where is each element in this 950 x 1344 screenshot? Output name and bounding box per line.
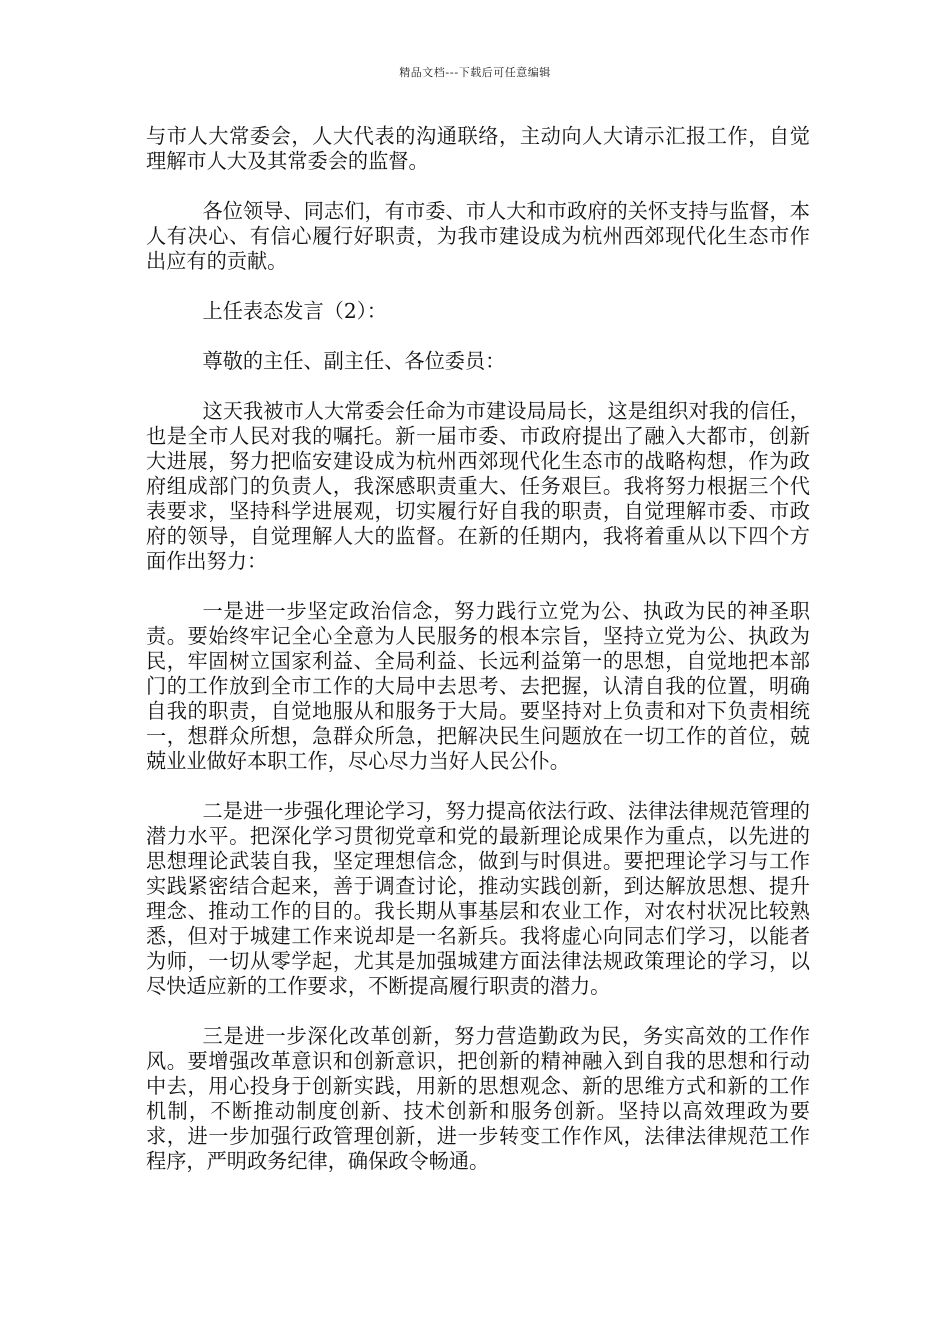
document-body: [146, 124, 810, 1199]
paragraph-intro: 这天我被市人大常委会任命为市建设局局长，这是组织对我的信任，也是全市人民对我的嘱托。新一届市委、市政府提出了融入大都市，创新大进展，努力把临安建设成为杭州西郊现代化生态市的战略构想，作为政府组成部门的负责人，我深感职责重大、任务艰巨。我将努力根据三个代表要求，坚持科学进展观，切实履行好自我的职责，自觉理解市委、市政府的领导，自觉理解人大的监督。在新的任期内，我将着重从以下四个方面作出努力：: [146, 399, 810, 573]
paragraph-continuation: 与市人大常委会，人大代表的沟通联络，主动向人大请示汇报工作，自觉理解市人大及其常委会的监督。: [146, 124, 810, 173]
section-title: 上任表态发言（2）：: [202, 299, 387, 323]
paragraph-point-three: 三是进一步深化改革创新，努力营造勤政为民，务实高效的工作作风。要增强改革意识和创新意识，把创新的精神融入到自我的思想和行动中去，用心投身于创新实践，用新的思想观念、新的思维方式和新的工作机制，不断推动制度创新、技术创新和服务创新。坚持以高效理政为要求，进一步加强行政管理创新，进一步转变工作作风，法律法律规范工作程序，严明政务纪律，确保政令畅通。: [146, 1024, 810, 1173]
paragraph-closing-pledge: 各位领导、同志们，有市委、市人大和市政府的关怀支持与监督，本人有决心、有信心履行好职责，为我市建设成为杭州西郊现代化生态市作出应有的贡献。: [146, 199, 810, 273]
paragraph-point-one: 一是进一步坚定政治信念，努力践行立党为公、执政为民的神圣职责。要始终牢记全心全意为人民服务的根本宗旨，坚持立党为公、执政为民，牢固树立国家利益、全局利益、长远利益第一的思想，自觉地把本部门的工作放到全市工作的大局中去思考、去把握，认清自我的位置，明确自我的职责，自觉地服从和服务于大局。要坚持对上负责和对下负责相统一，想群众所想，急群众所急，把解决民生问题放在一切工作的首位，兢兢业业做好本职工作，尽心尽力当好人民公仆。: [146, 599, 810, 773]
salutation: 尊敬的主任、副主任、各位委员：: [202, 349, 506, 373]
page-header: 精品文档---下载后可任意编辑: [399, 66, 551, 79]
paragraph-point-two: 二是进一步强化理论学习，努力提高依法行政、法律法律规范管理的潜力水平。把深化学习贯彻党章和党的最新理论成果作为重点，以先进的思想理论武装自我，坚定理想信念，做到与时俱进。要把理论学习与工作实践紧密结合起来，善于调查讨论，推动实践创新，到达解放思想、提升理念、推动工作的目的。我长期从事基层和农业工作，对农村状况比较熟悉，但对于城建工作来说却是一名新兵。我将虚心向同志们学习，以能者为师，一切从零学起，尤其是加强城建方面法律法规政策理论的学习，以尽快适应新的工作要求，不断提高履行职责的潜力。: [146, 799, 810, 998]
